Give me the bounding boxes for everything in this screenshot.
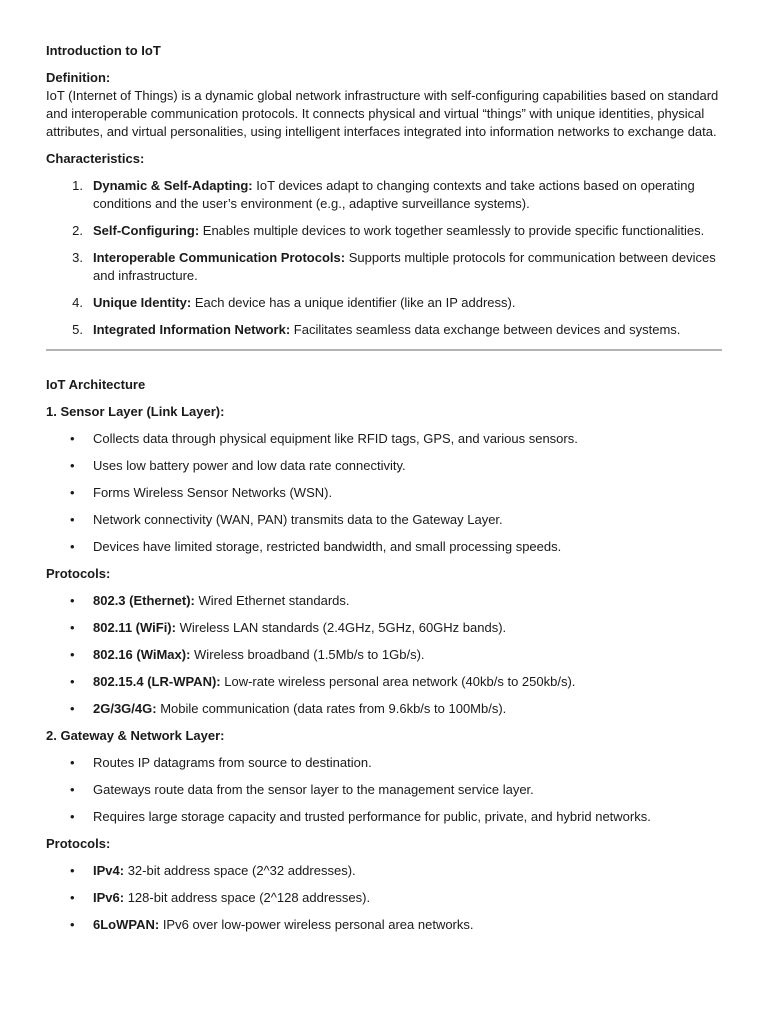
item-term: Self-Configuring: [93,223,200,238]
intro-title: Introduction to IoT [46,43,161,58]
item-term: IPv4: [93,863,125,878]
list-item [46,484,722,502]
bullet-icon: • [70,917,75,932]
item-text: Low-rate wireless personal area network (40kb/s to 250kb/s). [220,674,576,689]
item-term: Unique Identity: [93,295,192,310]
bullet-icon: • [70,755,75,770]
bullet-icon: • [70,431,75,446]
item-text: Wired Ethernet standards. [194,593,350,608]
list-number: 1. [72,178,83,193]
gateway-layer-heading: 2. Gateway & Network Layer: [46,728,225,743]
item-text: IPv6 over low-power wireless personal area networks. [159,917,474,932]
bullet-icon: • [70,863,75,878]
item-text: IoT devices adapt to changing contexts and take actions based on operating conditions and the user’s environment (e.g., adaptive surveillance systems). [93,178,695,211]
list-item [46,862,722,880]
item-text: 32-bit address space (2^32 addresses). [124,863,356,878]
bullet-icon: • [70,809,75,824]
definition-label: Definition: [46,70,111,85]
sensor-protocols-label: Protocols: [46,566,111,581]
list-item [46,673,722,691]
sensor-layer-list [46,430,722,556]
list-number: 3. [72,250,83,265]
item-text: Devices have limited storage, restricted bandwidth, and small processing speeds. [93,539,562,554]
list-number: 2. [72,223,83,238]
item-term: 802.3 (Ethernet): [93,593,195,608]
document-body [46,42,722,934]
list-item [46,177,722,213]
item-text: Routes IP datagrams from source to destination. [93,755,372,770]
list-item [46,249,722,285]
list-item [46,294,722,312]
item-term: 802.11 (WiFi): [93,620,176,635]
sensor-protocols-list [46,592,722,718]
list-number: 4. [72,295,83,310]
bullet-icon: • [70,485,75,500]
item-text: Network connectivity (WAN, PAN) transmits data to the Gateway Layer. [93,512,503,527]
item-text: Gateways route data from the sensor layer to the management service layer. [93,782,534,797]
bullet-icon: • [70,458,75,473]
item-text: Wireless LAN standards (2.4GHz, 5GHz, 60GHz bands). [175,620,507,635]
bullet-icon: • [70,890,75,905]
architecture-title: IoT Architecture [46,377,146,392]
item-term: Interoperable Communication Protocols: [93,250,346,265]
item-text: Uses low battery power and low data rate connectivity. [93,458,406,473]
list-item [46,538,722,556]
item-text: Enables multiple devices to work together seamlessly to provide specific functionalities. [199,223,705,238]
bullet-icon: • [70,782,75,797]
characteristics-list [46,177,722,339]
list-item [46,222,722,240]
section-divider [46,349,722,351]
list-item [46,619,722,637]
list-item [46,646,722,664]
list-item [46,781,722,799]
item-text: Wireless broadband (1.5Mb/s to 1Gb/s). [190,647,425,662]
bullet-icon: • [70,593,75,608]
list-item [46,321,722,339]
item-term: 802.16 (WiMax): [93,647,191,662]
item-term: 2G/3G/4G: [93,701,157,716]
item-term: Dynamic & Self-Adapting: [93,178,253,193]
bullet-icon: • [70,701,75,716]
item-text: Facilitates seamless data exchange between devices and systems. [290,322,681,337]
list-item [46,700,722,718]
definition-text: IoT (Internet of Things) is a dynamic global network infrastructure with self-configuring capabilities based on standard and interoperable communication protocols. It connects physical and virtual “things” with unique identities, physical attributes, and virtual personalities, using intelligent interfaces integrated into information networks to exchange data. [46,88,719,139]
characteristics-label: Characteristics: [46,151,145,166]
item-term: Integrated Information Network: [93,322,291,337]
item-term: 802.15.4 (LR-WPAN): [93,674,221,689]
list-number: 5. [72,322,83,337]
bullet-icon: • [70,620,75,635]
item-term: 6LoWPAN: [93,917,160,932]
item-text: Collects data through physical equipment like RFID tags, GPS, and various sensors. [93,431,578,446]
list-item [46,808,722,826]
list-item [46,457,722,475]
bullet-icon: • [70,674,75,689]
bullet-icon: • [70,512,75,527]
item-text: 128-bit address space (2^128 addresses). [124,890,371,905]
list-item [46,754,722,772]
bullet-icon: • [70,647,75,662]
sensor-layer-heading: 1. Sensor Layer (Link Layer): [46,404,225,419]
item-text: Supports multiple protocols for communication between devices and infrastructure. [93,250,716,283]
gateway-layer-list [46,754,722,826]
list-item [46,916,722,934]
gateway-protocols-label: Protocols: [46,836,111,851]
list-item [46,430,722,448]
item-text: Forms Wireless Sensor Networks (WSN). [93,485,333,500]
bullet-icon: • [70,539,75,554]
list-item [46,511,722,529]
item-term: IPv6: [93,890,125,905]
list-item [46,889,722,907]
item-text: Mobile communication (data rates from 9.6kb/s to 100Mb/s). [156,701,507,716]
item-text: Each device has a unique identifier (like an IP address). [191,295,516,310]
item-text: Requires large storage capacity and trusted performance for public, private, and hybrid networks. [93,809,651,824]
gateway-protocols-list [46,862,722,934]
list-item [46,592,722,610]
